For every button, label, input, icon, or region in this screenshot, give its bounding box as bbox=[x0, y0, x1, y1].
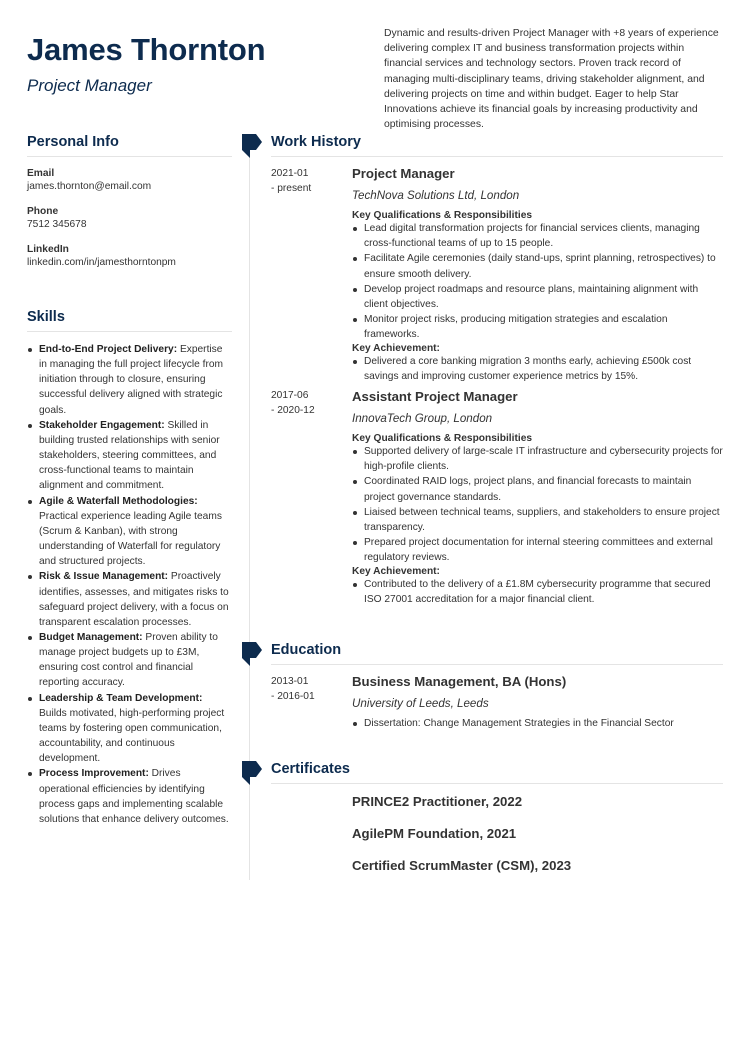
education-title: Education bbox=[271, 642, 342, 658]
skill-item bbox=[27, 630, 232, 691]
skill-item bbox=[27, 494, 232, 570]
responsibility-item: Develop project roadmaps and resource plans, maintaining alignment with client objectives. bbox=[352, 282, 724, 312]
skill-item bbox=[27, 569, 232, 630]
certificate-item: Certified ScrumMaster (CSM), 2023 bbox=[352, 858, 572, 873]
skill-name: Agile & Waterfall Methodologies: bbox=[39, 495, 198, 507]
qualifications-heading: Key Qualifications & Responsibilities bbox=[352, 210, 533, 221]
certificates-title: Certificates bbox=[271, 761, 350, 777]
linkedin-value: linkedin.com/in/jamesthorntonpm bbox=[27, 257, 176, 268]
achievement-heading: Key Achievement: bbox=[352, 565, 440, 577]
skill-desc: Drives operational efficiencies by identifying process gaps and implementing scalable solutions that enhance delivery outcomes. bbox=[39, 768, 229, 825]
job-title: Assistant Project Manager bbox=[352, 389, 518, 404]
skill-desc: Builds motivated, high-performing project teams by fostering open communication, accountability, and continuous development. bbox=[39, 707, 225, 765]
skill-desc: Proven ability to manage project budgets up to £3M, ensuring cost control and financial reporting accuracy. bbox=[39, 631, 218, 689]
work-history-title: Work History bbox=[271, 134, 361, 150]
job-entry bbox=[352, 389, 724, 607]
skill-name: Process Improvement: bbox=[39, 768, 149, 780]
school-name: University of Leeds, Leeds bbox=[352, 697, 489, 710]
qualifications-heading: Key Qualifications & Responsibilities bbox=[352, 433, 533, 444]
achievements-list bbox=[352, 577, 724, 607]
education-date bbox=[271, 674, 346, 704]
divider bbox=[27, 156, 232, 157]
candidate-job-title: Project Manager bbox=[27, 76, 152, 95]
skill-name: End-to-End Project Delivery: bbox=[39, 344, 178, 355]
skill-desc: Practical experience leading Agile teams (Scrum & Kanban), with strong understanding of Waterfall for regulatory and structured projects. bbox=[39, 510, 222, 568]
email-label: Email bbox=[27, 168, 55, 179]
skill-desc: Expertise in managing the full project lifecycle from initiation through to closure, ensuring successful delivery aligned with strategic goals. bbox=[39, 344, 224, 416]
education-detail-item: Dissertation: Change Management Strategies in the Financial Sector bbox=[352, 716, 724, 731]
job-company: TechNova Solutions Ltd, London bbox=[352, 189, 520, 202]
education-date-start: 2013-01 bbox=[271, 676, 309, 687]
education-date-end: - 2016-01 bbox=[271, 691, 315, 703]
achievements-list bbox=[352, 354, 724, 384]
skill-item bbox=[27, 691, 232, 767]
job-date bbox=[271, 388, 346, 418]
section-flag-icon bbox=[242, 761, 262, 785]
email-value: james.thornton@email.com bbox=[27, 181, 152, 192]
job-date bbox=[271, 166, 346, 196]
achievement-item: Delivered a core banking migration 3 months early, achieving £500k cost savings and improving customer experience metrics by 15%. bbox=[352, 354, 724, 384]
job-entry bbox=[352, 166, 724, 384]
skills-title: Skills bbox=[27, 309, 65, 325]
skills-list bbox=[27, 342, 232, 827]
education-details-list bbox=[352, 716, 724, 731]
certificate-item: PRINCE2 Practitioner, 2022 bbox=[352, 794, 523, 809]
responsibility-item: Facilitate Agile ceremonies (daily stand-ups, sprint planning, retrospectives) to ensure smooth delivery. bbox=[352, 251, 724, 281]
job-date-start: 2021-01 bbox=[271, 168, 309, 179]
job-date-start: 2017-06 bbox=[271, 390, 309, 401]
responsibility-item: Lead digital transformation projects for financial services clients, managing cross-functional teams of up to 15 people. bbox=[352, 221, 724, 251]
divider bbox=[271, 156, 723, 157]
phone-label: Phone bbox=[27, 206, 59, 217]
linkedin-label: LinkedIn bbox=[27, 244, 69, 255]
degree-title: Business Management, BA (Hons) bbox=[352, 674, 567, 689]
responsibilities-list bbox=[352, 444, 724, 566]
job-date-end: - present bbox=[271, 183, 312, 195]
skill-name: Stakeholder Engagement: bbox=[39, 419, 165, 431]
responsibility-item: Supported delivery of large-scale IT infrastructure and cybersecurity projects for high-profile clients. bbox=[352, 444, 724, 474]
skill-desc: Skilled in building trusted relationships with senior stakeholders, steering committees, and cross-functional teams to maintain alignment and commitment. bbox=[39, 419, 220, 492]
personal-info-title: Personal Info bbox=[27, 134, 119, 150]
skills-section bbox=[27, 309, 232, 827]
skill-name: Budget Management: bbox=[39, 631, 143, 643]
skill-item bbox=[27, 766, 232, 827]
phone-value: 7512 345678 bbox=[27, 219, 87, 230]
education-entry bbox=[352, 674, 724, 731]
candidate-name: James Thornton bbox=[27, 32, 266, 67]
achievement-item: Contributed to the delivery of a £1.8M cybersecurity programme that secured ISO 27001 accreditation for a major financial client. bbox=[352, 577, 724, 607]
skill-name: Risk & Issue Management: bbox=[39, 571, 169, 583]
responsibility-item: Liaised between technical teams, suppliers, and stakeholders to ensure project transparency. bbox=[352, 505, 724, 535]
skill-name: Leadership & Team Development: bbox=[39, 692, 203, 704]
job-date-end: - 2020-12 bbox=[271, 405, 315, 417]
profile-summary: Dynamic and results-driven Project Manager with +8 years of experience delivering complex IT and business transformation projects within financial services and technology sectors. Proven track record of managing multi-disciplinary teams, driving stakeholder alignment, and delivering projects on time and within budget. Eager to help Star Innovations achieve its financial goals by increasing productivity and optimising processes. bbox=[384, 28, 719, 131]
job-company: InnovaTech Group, London bbox=[352, 412, 493, 425]
responsibilities-list bbox=[352, 221, 724, 343]
certificate-item: AgilePM Foundation, 2021 bbox=[352, 826, 517, 841]
job-title: Project Manager bbox=[352, 166, 455, 181]
responsibility-item: Coordinated RAID logs, project plans, and financial forecasts to maintain project governance standards. bbox=[352, 474, 724, 504]
skill-item bbox=[27, 342, 232, 418]
responsibility-item: Prepared project documentation for internal steering committees and external regulatory reviews. bbox=[352, 535, 724, 565]
section-flag-icon bbox=[242, 134, 262, 158]
divider bbox=[271, 783, 723, 784]
skill-desc: Proactively identifies, assesses, and mitigates risks to safeguard project delivery, with a focus on transparent escalation processes. bbox=[39, 571, 229, 628]
skill-item bbox=[27, 418, 232, 494]
section-flag-icon bbox=[242, 642, 262, 666]
personal-info-section bbox=[27, 134, 232, 268]
divider bbox=[27, 331, 232, 332]
divider bbox=[271, 664, 723, 665]
responsibility-item: Monitor project risks, producing mitigation strategies and escalation frameworks. bbox=[352, 312, 724, 342]
achievement-heading: Key Achievement: bbox=[352, 342, 440, 354]
